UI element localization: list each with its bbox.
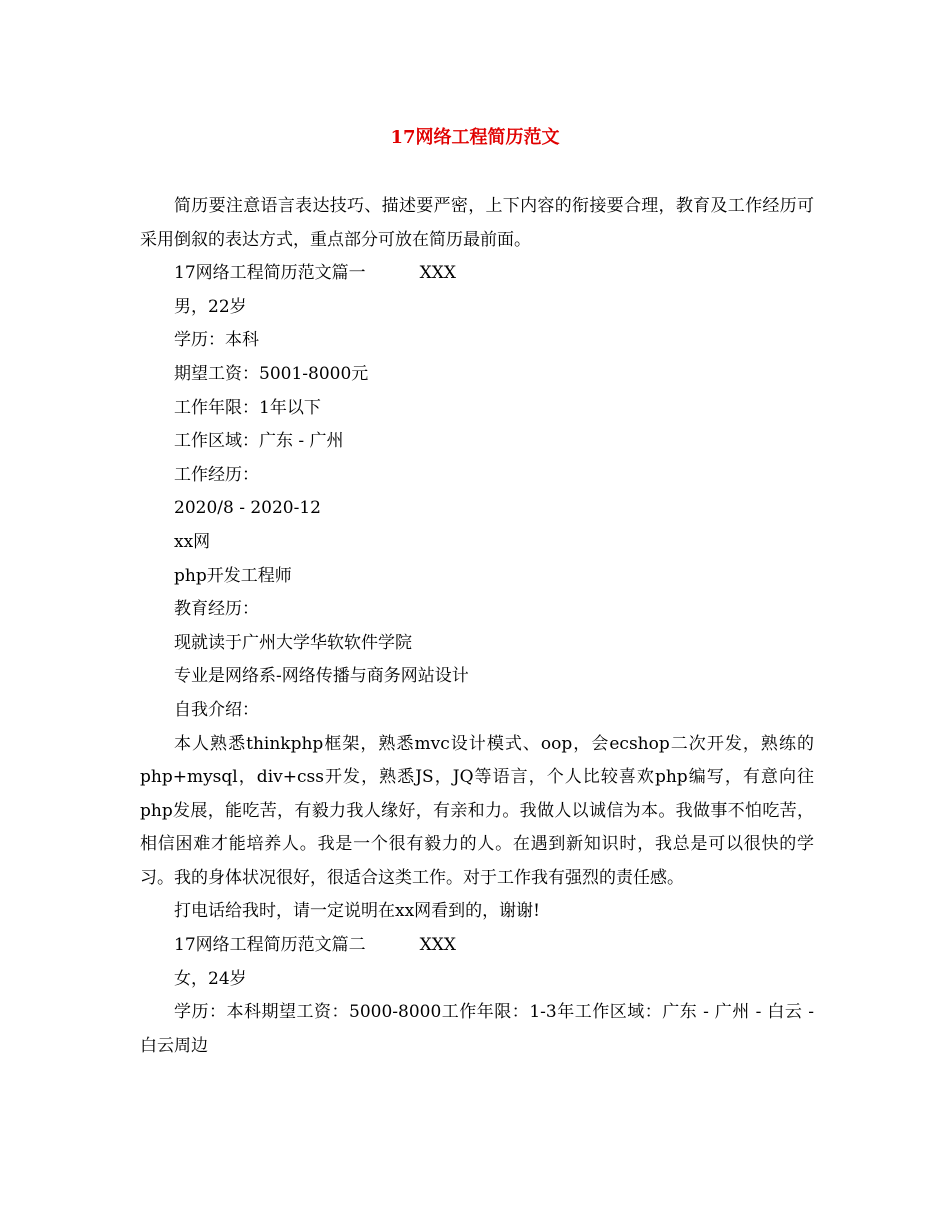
document-title: 17网络工程简历范文 [390, 127, 560, 148]
sample1-work-role: php开发工程师 [174, 565, 292, 586]
sample1-edu-label: 教育经历： [174, 599, 259, 620]
sample1-self-label: 自我介绍： [174, 699, 259, 720]
sample2-details: 学历：本科期望工资：5000-8000工作年限：1-3年工作区域：广东 - 广州 - 白云 - 白云周边 [140, 1002, 814, 1056]
document-body [140, 190, 814, 1063]
sample1-region: 工作区域：广东 - 广州 [174, 431, 344, 452]
sample1-edu-major: 专业是网络系-网络传播与商务网站设计 [174, 666, 469, 687]
sample1-self-intro: 本人熟悉thinkphp框架，熟悉mvc设计模式、oop，会ecshop二次开发，熟练的php+mysql，div+css开发，熟悉JS，JQ等语言，个人比较喜欢php编写，有意向往php发展，能吃苦，有毅力我人缘好，有亲和力。我做人以诚信为本。我做事不怕吃苦，相信困难才能培养人。我是一个很有毅力的人。在遇到新知识时，我总是可以很快的学习。我的身体状况很好，很适合这类工作。对于工作我有强烈的责任感。 [140, 733, 814, 888]
sample1-gender-age: 男，22岁 [174, 296, 247, 317]
sample2-heading: 17网络工程简历范文篇二 [174, 935, 366, 956]
sample1-heading-line [140, 257, 814, 291]
sample1-work-period: 2020/8 - 2020-12 [174, 498, 321, 519]
sample1-name: XXX [419, 263, 456, 284]
sample1-work-company: xx网 [174, 531, 211, 552]
sample2-gender-age: 女，24岁 [174, 968, 247, 989]
sample1-years: 工作年限：1年以下 [174, 397, 321, 418]
sample2-heading-line [140, 929, 814, 963]
sample1-work-label: 工作经历： [174, 464, 259, 485]
sample1-edu-school: 现就读于广州大学华软软件学院 [174, 632, 412, 653]
sample1-heading: 17网络工程简历范文篇一 [174, 263, 366, 284]
intro-paragraph: 简历要注意语言表达技巧、描述要严密，上下内容的衔接要合理，教育及工作经历可采用倒叙的表达方式，重点部分可放在简历最前面。 [140, 196, 814, 250]
sample1-education: 学历：本科 [174, 330, 259, 351]
sample1-contact-note: 打电话给我时，请一定说明在xx网看到的，谢谢! [174, 901, 541, 922]
sample1-salary: 期望工资：5001-8000元 [174, 363, 369, 384]
sample2-name: XXX [419, 935, 456, 956]
